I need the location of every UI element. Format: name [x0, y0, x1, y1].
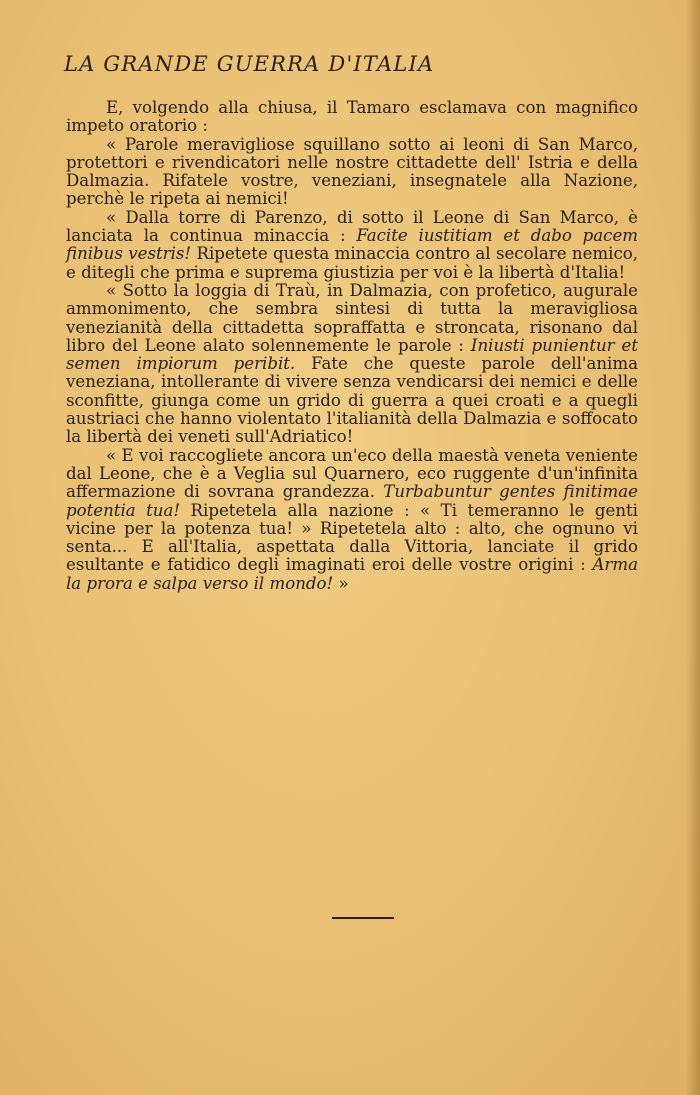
text-segment: Fate che queste parole dell'anima veneziana, intollerante di vivere senza vendicarsi dei nemici e delle sconfitte, giunga come un grido di guerra a quei croati e a quegli austriaci che hanno violentato l'italianità della Dalmazia e soffocato la libertà dei veneti sull'Adriatico! [66, 354, 638, 447]
paragraph [66, 209, 638, 282]
text-segment: « Dalla torre di Parenzo, di sotto il Leone di San Marco, è lanciata la continua minaccia : [66, 207, 638, 246]
paragraph [66, 99, 638, 136]
paragraph [66, 136, 638, 209]
latin-quote: Turbabuntur gentes finitimae potentia tua! [66, 482, 638, 520]
page-edge-shadow [686, 0, 700, 1095]
latin-quote: Facite iustitiam et dabo pacem finibus vestris! [66, 226, 638, 264]
text-segment: « Sotto la loggia di Traù, in Dalmazia, con profetico, augurale ammonimento, che sembra sintesi di tutta la meravigliosa venezianità della cittadetta sopraffatta e stroncata, risonano dal libro del Leone alato solennemente le parole : [66, 280, 638, 355]
paragraph [66, 447, 638, 593]
running-head: LA GRANDE GUERRA D'ITALIA [64, 52, 435, 76]
body-text [66, 99, 638, 593]
text-segment: « Parole meravigliose squillano sotto ai leoni di San Marco, protettori e rivendicatori nelle nostre cittadette dell' Istria e della Dalmazia. Rifatele vostre, veneziani, insegnatele alla Nazione, perchè le ripeta ai nemici! [66, 134, 638, 209]
text-segment: » [333, 573, 349, 593]
italian-quote: Arma la prora e salpa verso il mondo! [66, 555, 638, 593]
text-segment: Ripetete questa minaccia contro al secolare nemico, e ditegli che prima e suprema giustizia per voi è la libertà d'Italia! [66, 244, 639, 282]
text-segment: Ripetetela alla nazione : « Ti temeranno le genti vicine per la potenza tua! » Ripetetela alto : alto, che ognuno vi senta... E all'Italia, aspettata dalla Vittoria, lanciate il grido esultante e fatidico degli imaginati eroi delle vostre origini : [66, 500, 638, 575]
paragraph [66, 282, 638, 447]
text-segment: « E voi raccogliete ancora un'eco della maestà veneta veniente dal Leone, che è a Veglia sul Quarnero, eco ruggente d'un'infinita affermazione di sovrana grandezza. [66, 445, 638, 502]
section-end-rule [332, 917, 394, 919]
text-segment: E, volgendo alla chiusa, il Tamaro esclamava con magnifico impeto oratorio : [66, 98, 638, 136]
latin-quote: Iniusti punientur et semen impiorum peribit. [66, 335, 638, 374]
